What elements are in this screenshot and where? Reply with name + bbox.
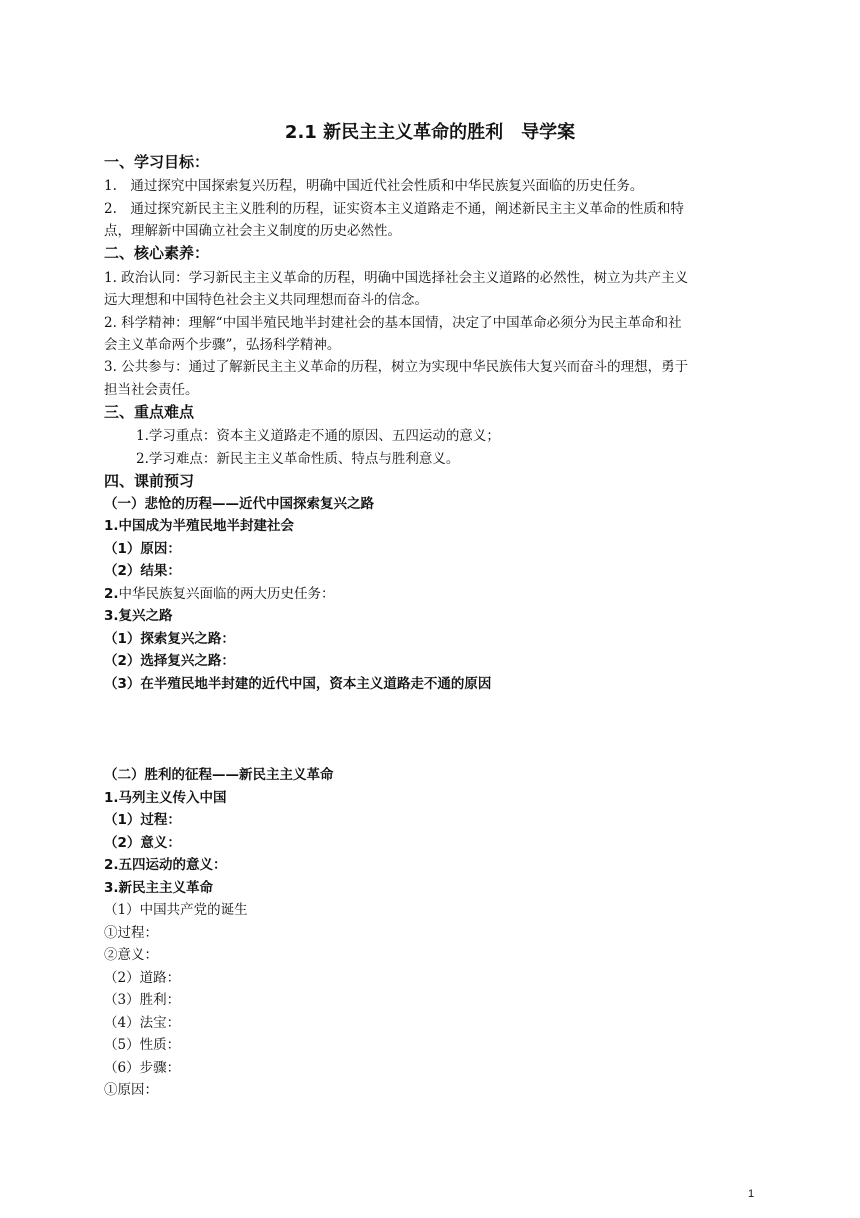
- preview-1-1a: （1）原因：: [104, 541, 181, 557]
- key-point-2: 2.学习难点：新民主主义革命性质、特点与胜利意义。: [136, 451, 460, 467]
- goal-item-2-line-2: 点，理解新中国确立社会主义制度的历史必然性。: [104, 223, 401, 239]
- preview-2-1: 1.马列主义传入中国: [104, 790, 227, 806]
- preview-1-3c: （3）在半殖民地半封建的近代中国，资本主义道路走不通的原因: [104, 676, 492, 692]
- preview-2-3e: （5）性质：: [104, 1037, 181, 1053]
- preview-2-3a: （1）中国共产党的诞生: [104, 902, 248, 918]
- preview-1-2: [104, 584, 335, 604]
- preview-1-1: 1.中国成为半殖民地半封建社会: [104, 518, 295, 534]
- literacy-item-1-line-2: 远大理想和中国特色社会主义共同理想而奋斗的信念。: [104, 292, 428, 308]
- preview-1-2-number: 2.: [104, 586, 119, 602]
- goal-item-2-line-1: 2. 通过探究新民主主义胜利的历程，证实资本主义道路走不通，阐述新民主主义革命的性质和特: [104, 201, 684, 217]
- preview-2-1b: （2）意义：: [104, 835, 181, 851]
- preview-2-3: 3.新民主主义革命: [104, 880, 214, 896]
- literacy-item-1-line-1: 1. 政治认同：学习新民主主义革命的历程，明确中国选择社会主义道路的必然性，树立为共产主义: [104, 270, 689, 286]
- literacy-item-3-line-1: 3. 公共参与：通过了解新民主主义革命的历程，树立为实现中华民族伟大复兴而奋斗的理想，勇于: [104, 359, 689, 375]
- preview-1-3: 3.复兴之路: [104, 608, 173, 624]
- goal-item-1: 1. 通过探究中国探索复兴历程，明确中国近代社会性质和中华民族复兴面临的历史任务。: [104, 178, 644, 194]
- section-heading-key-points: 三、重点难点: [104, 403, 195, 421]
- preview-2-1a: （1）过程：: [104, 812, 181, 828]
- section-heading-core-literacy: 二、核心素养：: [104, 244, 210, 262]
- section-heading-learning-goals: 一、学习目标：: [104, 153, 210, 171]
- preview-2-2: 2.五四运动的意义：: [104, 857, 227, 873]
- document-title: 2.1 新民主主义革命的胜利 导学案: [284, 122, 576, 143]
- preview-2-3d: （4）法宝：: [104, 1015, 181, 1031]
- preview-2-3f-i: ①原因：: [104, 1082, 158, 1098]
- preview-2-3f: （6）步骤：: [104, 1060, 181, 1076]
- preview-part-2-heading: （二）胜利的征程——新民主主义革命: [104, 767, 334, 783]
- preview-part-1-heading: （一）悲怆的历程——近代中国探索复兴之路: [104, 496, 374, 512]
- preview-1-3b: （2）选择复兴之路：: [104, 653, 235, 669]
- literacy-item-2-line-2: 会主义革命两个步骤”，弘扬科学精神。: [104, 337, 341, 353]
- preview-2-3a-ii: ②意义：: [104, 947, 158, 963]
- preview-1-3a: （1）探索复兴之路：: [104, 631, 235, 647]
- literacy-item-2-line-1: 2. 科学精神：理解“中国半殖民地半封建社会的基本国情，决定了中国革命必须分为民主革命和社: [104, 315, 682, 331]
- page-number: 1: [748, 1188, 755, 1200]
- section-heading-preview: 四、课前预习: [104, 472, 195, 490]
- preview-1-1b: （2）结果：: [104, 563, 181, 579]
- preview-2-3b: （2）道路：: [104, 970, 181, 986]
- literacy-item-3-line-2: 担当社会责任。: [104, 382, 199, 398]
- preview-1-2-text: 中华民族复兴面临的两大历史任务：: [118, 586, 335, 602]
- key-point-1: 1.学习重点：资本主义道路走不通的原因、五四运动的意义；: [136, 428, 500, 444]
- preview-2-3c: （3）胜利：: [104, 992, 181, 1008]
- preview-2-3a-i: ①过程：: [104, 925, 158, 941]
